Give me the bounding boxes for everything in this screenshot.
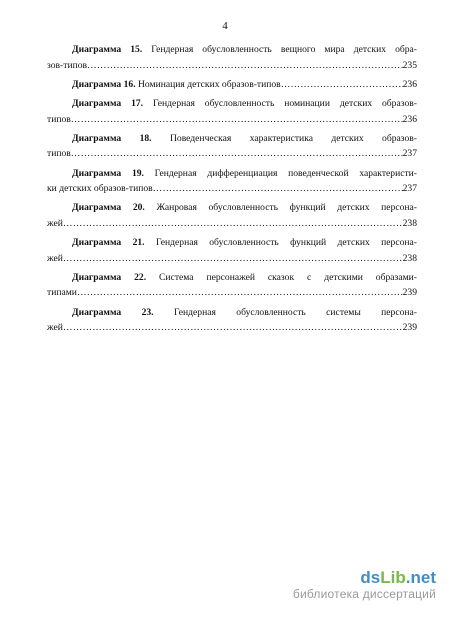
- toc-entry-title-cont: жей: [47, 217, 63, 229]
- toc-entry-17: [47, 96, 417, 127]
- toc-entry-line2: [47, 181, 417, 197]
- toc-entry-line1: [47, 96, 417, 112]
- toc-entry-line1: [47, 77, 417, 93]
- toc-entry-label: Диаграмма 23.: [72, 306, 154, 318]
- toc-entry-label: Диаграмма 18.: [72, 132, 152, 144]
- toc-entry-15: [47, 42, 417, 73]
- toc-entry-title: Гендерная обусловленность системы персона-: [153, 306, 417, 318]
- toc-entry-22: [47, 270, 417, 301]
- toc-entry-title: Гендерная обусловленность функций детских персона-: [144, 237, 417, 249]
- toc-entry-text: [72, 77, 281, 93]
- toc-entry-page: 236: [402, 78, 417, 90]
- toc-entry-title: Гендерная дифференциация поведенческой характеристи-: [143, 167, 417, 179]
- logo-part-ds: ds: [360, 568, 381, 587]
- toc-entry-line2: [47, 320, 417, 336]
- page-number: 4: [222, 20, 228, 32]
- dslib-watermark: [293, 569, 436, 601]
- toc-entry-line1: [47, 200, 417, 216]
- leader-dots: [71, 112, 403, 128]
- toc-entry-23: [47, 305, 417, 336]
- watermark-tagline: библиотека диссертаций: [292, 587, 436, 601]
- toc-entry-label: Диаграмма 20.: [72, 202, 145, 214]
- toc-entry-title-cont: типами: [47, 287, 77, 299]
- leader-dots: [87, 58, 403, 74]
- leader-dots: [63, 320, 403, 336]
- toc-entry-line2: [47, 58, 417, 74]
- toc-entry-title-cont: типов: [47, 148, 71, 160]
- toc-entry-page: 237: [402, 183, 417, 195]
- toc-entry-line1: [47, 235, 417, 251]
- toc-entry-label: Диаграмма 22.: [72, 271, 147, 283]
- toc-entry-page: 237: [402, 148, 417, 160]
- toc-entry-title: Жанровая обусловленность функций детских персона-: [144, 202, 417, 214]
- toc-entry-label: Диаграмма 21.: [72, 237, 145, 249]
- toc-entry-label: Диаграмма 19.: [72, 167, 144, 179]
- leader-dots: [77, 285, 403, 301]
- toc-entry-line2: [47, 251, 417, 267]
- toc-entry-line2: [47, 285, 417, 301]
- toc-entry-title-cont: зов-типов: [47, 59, 88, 71]
- toc-entry-16: [47, 77, 417, 93]
- toc-entry-19: [47, 166, 417, 197]
- toc-entry-page: 236: [402, 113, 417, 125]
- toc-entry-title: Гендерная обусловленность номинации детских образов-: [143, 97, 417, 109]
- toc-entry-page: 239: [402, 287, 417, 299]
- leader-dots: [71, 146, 403, 162]
- toc-entry-title: Номинация детских образов-типов: [135, 78, 281, 90]
- logo-part-net: .net: [405, 568, 436, 587]
- toc-entry-line1: [47, 166, 417, 182]
- logo-part-lib: Lib: [380, 568, 406, 587]
- toc-entry-20: [47, 200, 417, 231]
- toc-entry-label: Диаграмма 15.: [72, 44, 143, 55]
- leader-dots: [63, 251, 403, 267]
- toc-entry-page: 238: [402, 217, 417, 229]
- toc-entry-title: Система персонажей сказок с детскими образами-: [146, 271, 417, 283]
- leader-dots: [63, 216, 403, 232]
- table-of-contents: [47, 42, 417, 339]
- leader-dots: [281, 77, 403, 93]
- toc-entry-18: [47, 131, 417, 162]
- toc-entry-line2: [47, 146, 417, 162]
- toc-entry-line2: [47, 112, 417, 128]
- toc-entry-title: Поведенческая характеристика детских образов-: [151, 132, 417, 144]
- dslib-logo: [293, 569, 436, 587]
- toc-entry-line1: [47, 42, 417, 58]
- toc-entry-line1: [47, 305, 417, 321]
- toc-entry-title-cont: жей: [47, 322, 63, 334]
- toc-entry-21: [47, 235, 417, 266]
- toc-entry-page: 239: [402, 322, 417, 334]
- toc-entry-title-cont: типов: [47, 113, 71, 125]
- leader-dots: [153, 181, 403, 197]
- toc-entry-line1: [47, 131, 417, 147]
- toc-entry-page: 235: [402, 59, 417, 71]
- toc-entry-page: 238: [402, 252, 417, 264]
- toc-entry-label: Диаграмма 16.: [72, 78, 136, 90]
- toc-entry-title-cont: ки детских образов-типов: [47, 183, 153, 195]
- toc-entry-line1: [47, 270, 417, 286]
- toc-entry-label: Диаграмма 17.: [72, 97, 144, 109]
- toc-entry-line2: [47, 216, 417, 232]
- toc-entry-title-cont: жей: [47, 252, 63, 264]
- toc-entry-title: Гендерная обусловленность вещного мира детских обра-: [142, 44, 417, 55]
